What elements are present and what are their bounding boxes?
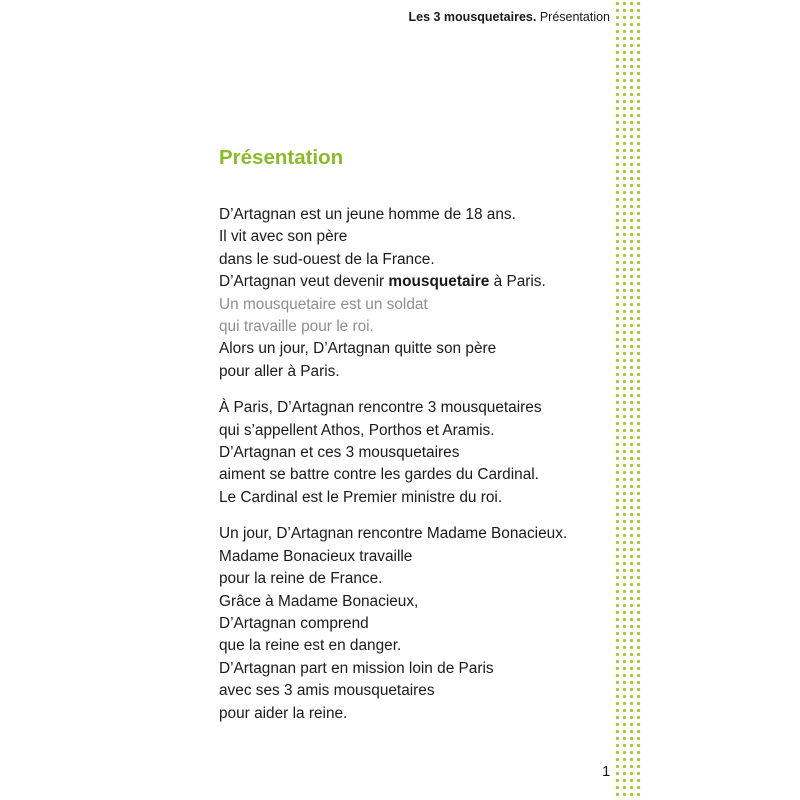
text-line: Grâce à Madame Bonacieux,: [219, 592, 419, 610]
section-title: Présentation: [219, 146, 344, 169]
text-line: pour aller à Paris.: [219, 362, 340, 380]
text-line: [219, 271, 609, 293]
paragraph: [219, 204, 609, 383]
page-number: 1: [602, 763, 611, 780]
text-line: À Paris, D’Artagnan rencontre 3 mousquetaires: [219, 399, 542, 417]
text-line: D’Artagnan est un jeune homme de 18 ans.: [219, 206, 516, 223]
text-line: dans le sud-ouest de la France.: [219, 250, 435, 268]
text-line: qui s’appellent Athos, Porthos et Aramis.: [219, 421, 495, 439]
text-line: Il vit avec son père: [219, 228, 348, 246]
text-line: Alors un jour, D’Artagnan quitte son père: [219, 340, 497, 358]
text-line: D’Artagnan comprend: [219, 614, 369, 632]
text-line: avec ses 3 amis mousquetaires: [219, 682, 435, 700]
text-line: aiment se battre contre les gardes du Cardinal.: [219, 466, 539, 484]
running-header: [409, 10, 611, 24]
definition-line: qui travaille pour le roi.: [219, 318, 374, 336]
text-line: que la reine est en danger.: [219, 637, 402, 655]
text-line: D’Artagnan part en mission loin de Paris: [219, 659, 494, 677]
highlighted-word: mousquetaire: [388, 273, 490, 291]
text-line: Madame Bonacieux travaille: [219, 547, 413, 565]
text-segment: à Paris.: [489, 273, 546, 291]
text-line: D’Artagnan et ces 3 mousquetaires: [219, 444, 460, 462]
running-header-section: Présentation: [539, 10, 610, 24]
paragraph: [219, 397, 609, 509]
body-text: [219, 204, 609, 739]
running-header-book-title: Les 3 mousquetaires.: [408, 10, 537, 24]
paragraph: [219, 523, 609, 725]
text-segment: D’Artagnan veut devenir: [219, 273, 389, 291]
text-line: Un jour, D’Artagnan rencontre Madame Bonacieux.: [219, 525, 568, 543]
definition-line: Un mousquetaire est un soldat: [219, 295, 428, 313]
text-line: Le Cardinal est le Premier ministre du roi.: [219, 488, 503, 506]
decorative-dot-strip: [614, 0, 642, 800]
text-line: pour aider la reine.: [219, 704, 348, 722]
text-line: pour la reine de France.: [219, 570, 383, 588]
